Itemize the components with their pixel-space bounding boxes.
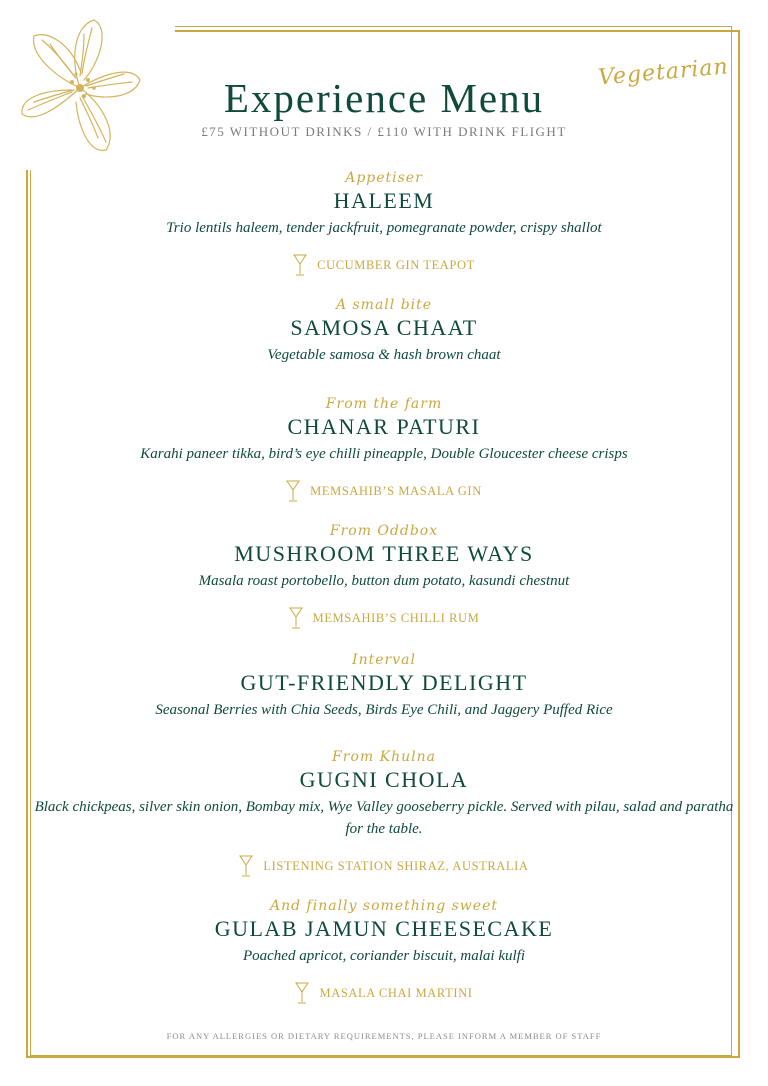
dish-description: Trio lentils haleem, tender jackfruit, pomegranate powder, crispy shallot: [166, 220, 602, 236]
dish-name: HALEEM: [333, 188, 435, 213]
dish-name: MUSHROOM THREE WAYS: [234, 541, 534, 566]
course-kicker: From Oddbox: [329, 523, 439, 539]
course-kicker: A small bite: [335, 297, 433, 313]
drink-pairing: [30, 253, 738, 277]
course-dessert: [30, 896, 738, 1005]
course-from-oddbox: [30, 521, 738, 630]
dish-description: Masala roast portobello, button dum potato, kasundi chestnut: [198, 573, 570, 589]
course-kicker: Interval: [352, 652, 416, 668]
course-kicker: And finally something sweet: [270, 898, 498, 914]
course-kicker: From Khulna: [332, 749, 436, 765]
dish-name: GUT-FRIENDLY DELIGHT: [240, 670, 528, 695]
drink-pairing: [30, 479, 738, 503]
drink-pairing: [30, 606, 738, 630]
dish-description: Poached apricot, coriander biscuit, malai kulfi: [242, 948, 526, 964]
cocktail-glass-icon: [293, 253, 307, 277]
vegetarian-tag: Vegetarian: [597, 54, 730, 91]
course-appetiser: [30, 168, 738, 277]
cocktail-glass-icon: [289, 606, 303, 630]
pairing-label: MASALA CHAI MARTINI: [319, 985, 473, 1000]
cocktail-glass-icon: [239, 854, 253, 878]
allergy-notice: FOR ANY ALLERGIES OR DIETARY REQUIREMENTS, PLEASE INFORM A MEMBER OF STAFF: [166, 1031, 602, 1041]
pairing-label: CUCUMBER GIN TEAPOT: [317, 257, 475, 272]
dish-name: SAMOSA CHAAT: [290, 315, 478, 340]
course-small-bite: [30, 295, 738, 366]
drink-pairing: [30, 854, 738, 878]
drink-pairing: [30, 981, 738, 1005]
dish-name: GULAB JAMUN CHEESECAKE: [214, 916, 554, 941]
dish-description: Seasonal Berries with Chia Seeds, Birds Eye Chili, and Jaggery Puffed Rice: [155, 702, 613, 718]
dish-name: CHANAR PATURI: [287, 414, 481, 439]
cocktail-glass-icon: [286, 479, 300, 503]
page-title: Experience Menu: [223, 75, 545, 121]
pairing-label: LISTENING STATION SHIRAZ, AUSTRALIA: [263, 858, 529, 873]
course-interval: [30, 650, 738, 721]
course-kicker: From the farm: [325, 396, 443, 412]
dish-description: Karahi paneer tikka, bird’s eye chilli pineapple, Double Gloucester cheese crisps: [140, 446, 628, 462]
pairing-label: MEMSAHIB’S CHILLI RUM: [312, 610, 480, 625]
dish-name: GUGNI CHOLA: [299, 767, 469, 792]
course-from-the-farm: [30, 394, 738, 503]
dish-description: Vegetable samosa & hash brown chaat: [267, 347, 501, 363]
course-from-khulna: [30, 747, 738, 878]
dish-description: Black chickpeas, silver skin onion, Bombay mix, Wye Valley gooseberry pickle. Served with pilau, salad and paratha for the table.: [34, 799, 734, 837]
course-kicker: Appetiser: [345, 170, 423, 186]
cocktail-glass-icon: [295, 981, 309, 1005]
pairing-label: MEMSAHIB’S MASALA GIN: [310, 483, 482, 498]
price-line: £75 WITHOUT DRINKS / £110 WITH DRINK FLIGHT: [201, 124, 567, 139]
